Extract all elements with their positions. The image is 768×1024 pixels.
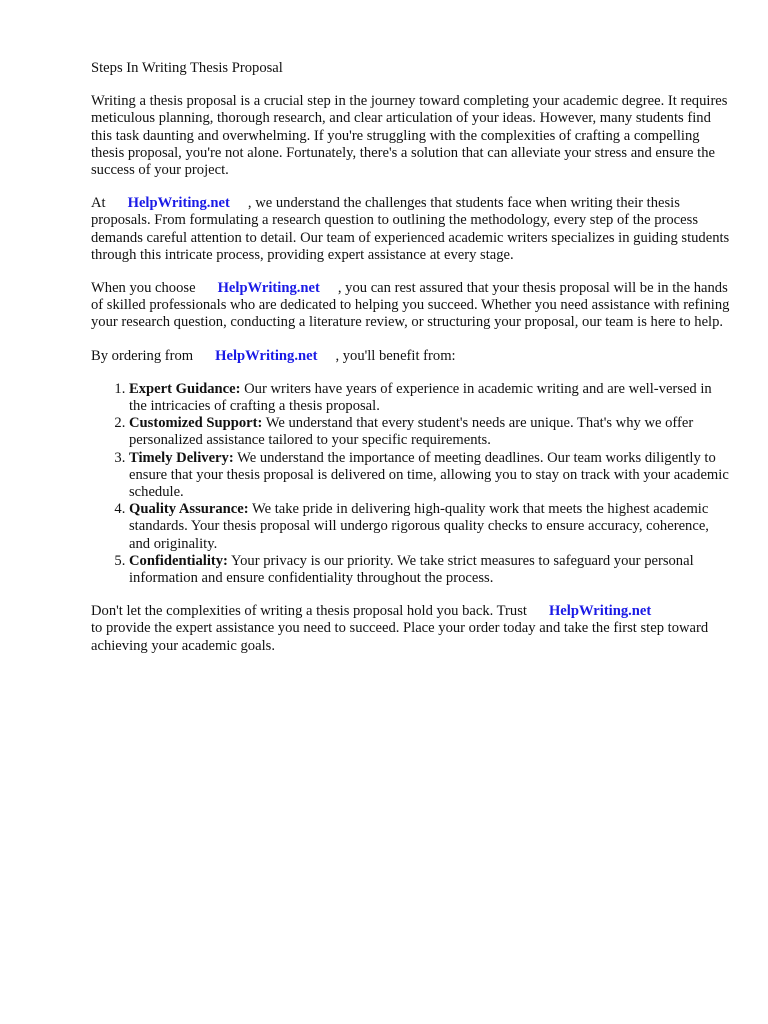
document-title: Steps In Writing Thesis Proposal (91, 60, 283, 76)
benefit-heading: Expert Guidance: (129, 380, 241, 397)
benefit-text: We understand the importance of meeting deadlines. Our team works diligently to ensure that your thesis proposal is delivered on time, allowing you to stay on track with your academic schedule. (129, 449, 729, 501)
benefit-heading: Customized Support: (129, 415, 263, 432)
ordering-lead-text: By ordering from (91, 347, 194, 364)
benefits-list (91, 381, 731, 587)
closing-paragraph (91, 603, 731, 655)
closing-body-text: to provide the expert assistance you need to succeed. Place your order today and take the first step toward achieving your academic goals. (91, 620, 709, 654)
benefit-heading: Quality Assurance: (129, 501, 249, 518)
choose-body-text: , you can rest assured that your thesis proposal will be in the hands of skilled professionals who are dedicated to helping you succeed. Whether you need assistance with refining your research question, conducting a literature review, or structuring your proposal, our team is here to help. (91, 280, 730, 331)
benefit-heading: Confidentiality: (129, 552, 228, 569)
document-page (91, 60, 731, 671)
helpwriting-link[interactable]: HelpWriting.net (215, 347, 318, 364)
about-paragraph (91, 195, 731, 264)
intro-paragraph: Writing a thesis proposal is a crucial step in the journey toward completing your academic degree. It requires meticulous planning, thorough research, and clear articulation of your ideas. However, many students find this task daunting and overwhelming. If you're struggling with the complexities of crafting a compelling thesis proposal, you're not alone. Fortunately, there's a solution that can alleviate your stress and ensure the success of your project. (91, 93, 728, 179)
helpwriting-link[interactable]: HelpWriting.net (217, 280, 320, 297)
closing-lead-text: Don't let the complexities of writing a thesis proposal hold you back. Trust (91, 603, 527, 620)
benefit-text: We understand that every student's needs are unique. That's why we offer personalized assistance tailored to your specific requirements. (129, 415, 694, 449)
list-item (129, 381, 731, 415)
about-body-text: , we understand the challenges that students face when writing their thesis proposals. From formulating a research question to outlining the methodology, every step of the process demands careful attention to detail. Our team of experienced academic writers specializes in guiding students through this intricate process, providing expert assistance at every stage. (91, 195, 730, 263)
ordering-paragraph (91, 348, 731, 365)
ordering-body-text: , you'll benefit from: (335, 347, 456, 364)
benefit-text: Your privacy is our priority. We take strict measures to safeguard your personal information and ensure confidentiality throughout the process. (129, 552, 694, 587)
list-item (129, 450, 731, 502)
helpwriting-link[interactable]: HelpWriting.net (127, 195, 230, 212)
benefit-heading: Timely Delivery: (129, 449, 234, 466)
list-item (129, 501, 731, 553)
choose-lead-text: When you choose (91, 280, 196, 297)
about-lead-text: At (91, 195, 106, 212)
benefit-text: We take pride in delivering high-quality work that meets the highest academic standards. Your thesis proposal will undergo rigorous quality checks to ensure accuracy, coherence, and originality. (129, 501, 709, 552)
helpwriting-link[interactable]: HelpWriting.net (548, 603, 652, 620)
list-item (129, 553, 731, 587)
benefit-text: Our writers have years of experience in academic writing and are well-versed in the intricacies of crafting a thesis proposal. (129, 380, 712, 415)
list-item (129, 415, 731, 449)
choose-paragraph (91, 280, 731, 332)
